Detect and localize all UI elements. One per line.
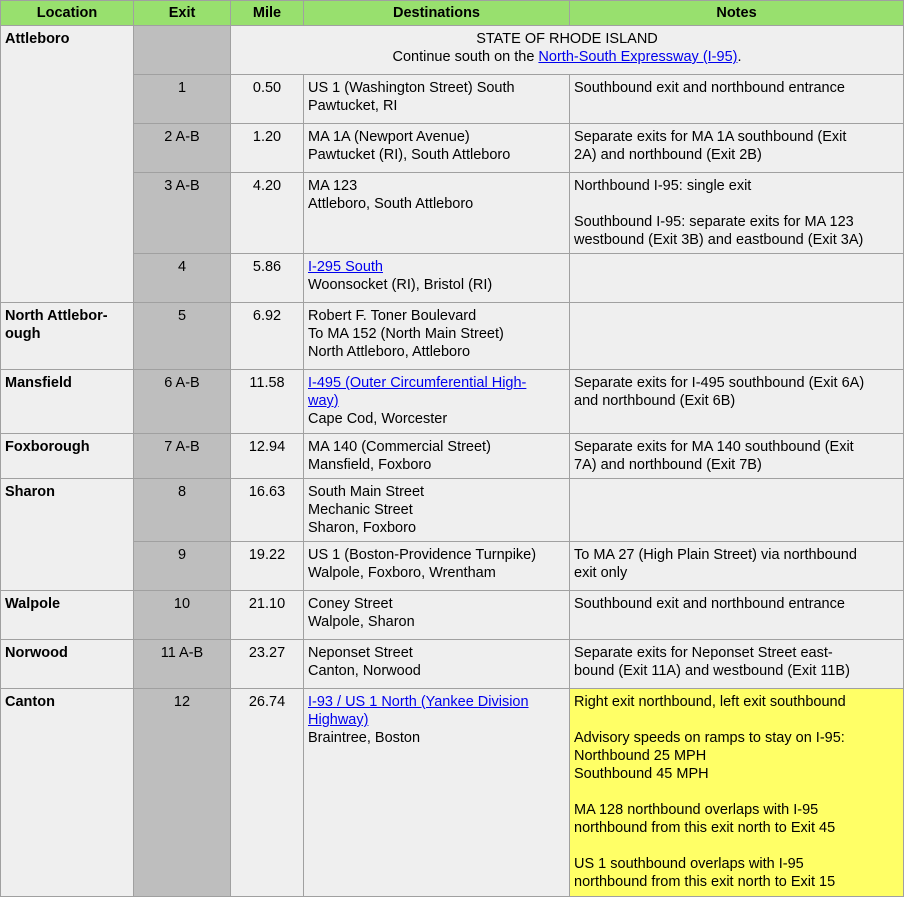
exit-number: 5 xyxy=(134,303,231,370)
note-spacer xyxy=(574,837,899,855)
exit-number: 11 A-B xyxy=(134,640,231,689)
mile-value: 6.92 xyxy=(231,303,304,370)
table-row xyxy=(1,26,904,75)
destinations-cell xyxy=(304,173,570,254)
destination-line: Canton, Norwood xyxy=(308,663,421,679)
table-row xyxy=(1,173,904,254)
note-line: Separate exits for MA 140 southbound (Exit xyxy=(574,439,854,455)
destination-line: US 1 (Boston-Providence Turnpike) xyxy=(308,547,537,563)
table-row xyxy=(1,479,904,542)
link-line: I-93 / US 1 North (Yankee Division xyxy=(308,694,529,710)
expressway-link[interactable]: North-South Expressway (I-95) xyxy=(538,49,738,65)
continue-suffix: . xyxy=(737,49,742,65)
note-line: Southbound 45 MPH xyxy=(574,766,709,782)
destination-line: MA 140 (Commercial Street) xyxy=(308,439,491,455)
table-row xyxy=(1,542,904,591)
destination-line: Attleboro, South Attleboro xyxy=(308,196,474,212)
location-line: ough xyxy=(5,326,41,342)
destinations-cell xyxy=(304,303,570,370)
exit-number: 2 A-B xyxy=(134,124,231,173)
table-row xyxy=(1,303,904,370)
location-cell: Attleboro xyxy=(1,26,134,303)
note-spacer xyxy=(574,783,899,801)
header-destinations: Destinations xyxy=(304,1,570,26)
mile-value: 11.58 xyxy=(231,370,304,434)
mile-value: 4.20 xyxy=(231,173,304,254)
mile-value: 5.86 xyxy=(231,254,304,303)
location-cell: Norwood xyxy=(1,640,134,689)
state-line-cell xyxy=(231,26,904,75)
destination-line: Walpole, Foxboro, Wrentham xyxy=(308,565,496,581)
note-line: westbound (Exit 3B) and eastbound (Exit 3A) xyxy=(574,232,864,248)
destination-line: Robert F. Toner Boulevard xyxy=(308,308,477,324)
destinations-cell xyxy=(304,370,570,434)
notes-cell xyxy=(570,370,904,434)
table-row xyxy=(1,75,904,124)
exit-cell xyxy=(134,26,231,75)
i295-link[interactable]: I-295 South xyxy=(308,259,383,275)
note-line: Separate exits for I-495 southbound (Exit 6A) xyxy=(574,375,865,391)
mile-value: 23.27 xyxy=(231,640,304,689)
continue-prefix: Continue south on the xyxy=(392,49,539,65)
note-line: Separate exits for Neponset Street east- xyxy=(574,645,833,661)
notes-cell xyxy=(570,124,904,173)
destination-line: Mansfield, Foxboro xyxy=(308,457,432,473)
location-cell: Foxborough xyxy=(1,434,134,479)
note-line: 7A) and northbound (Exit 7B) xyxy=(574,457,762,473)
note-line: To MA 27 (High Plain Street) via northbound xyxy=(574,547,857,563)
note-line: Southbound I-95: separate exits for MA 123 xyxy=(574,214,854,230)
destination-line: MA 123 xyxy=(308,178,358,194)
notes-cell xyxy=(570,303,904,370)
location-cell: Sharon xyxy=(1,479,134,591)
mile-value: 12.94 xyxy=(231,434,304,479)
table-row xyxy=(1,254,904,303)
destinations-cell xyxy=(304,640,570,689)
notes-cell xyxy=(570,591,904,640)
destinations-cell xyxy=(304,75,570,124)
location-cell: Mansfield xyxy=(1,370,134,434)
exit-number: 4 xyxy=(134,254,231,303)
i93-link[interactable] xyxy=(308,693,565,729)
note-line: MA 128 northbound overlaps with I-95 xyxy=(574,802,819,818)
notes-cell xyxy=(570,434,904,479)
destination-line: Pawtucket, RI xyxy=(308,98,398,114)
table-row xyxy=(1,370,904,434)
i495-link[interactable] xyxy=(308,374,565,410)
notes-cell xyxy=(570,479,904,542)
destination-line: US 1 (Washington Street) South xyxy=(308,80,515,96)
note-line: Northbound 25 MPH xyxy=(574,748,707,764)
destination-line: Coney Street xyxy=(308,596,393,612)
table-row xyxy=(1,640,904,689)
notes-cell xyxy=(570,75,904,124)
note-spacer xyxy=(574,195,899,213)
mile-value: 1.20 xyxy=(231,124,304,173)
link-line: I-495 (Outer Circumferential High- xyxy=(308,375,527,391)
note-line: and northbound (Exit 6B) xyxy=(574,393,736,409)
destinations-cell xyxy=(304,254,570,303)
destination-line: South Main Street xyxy=(308,484,425,500)
exit-number: 1 xyxy=(134,75,231,124)
destination-line: Sharon, Foxboro xyxy=(308,520,417,536)
note-line: Northbound I-95: single exit xyxy=(574,178,752,194)
header-notes: Notes xyxy=(570,1,904,26)
destinations-cell xyxy=(304,689,570,897)
table-row xyxy=(1,689,904,897)
table-row xyxy=(1,591,904,640)
note-line: US 1 southbound overlaps with I-95 xyxy=(574,856,804,872)
table-row xyxy=(1,124,904,173)
mile-value: 19.22 xyxy=(231,542,304,591)
location-line: North Attlebor- xyxy=(5,308,108,324)
header-location: Location xyxy=(1,1,134,26)
destination-line: Cape Cod, Worcester xyxy=(308,411,448,427)
mile-value: 16.63 xyxy=(231,479,304,542)
continue-line xyxy=(235,48,899,66)
destination-line: Woonsocket (RI), Bristol (RI) xyxy=(308,277,493,293)
destinations-cell xyxy=(304,124,570,173)
header-mile: Mile xyxy=(231,1,304,26)
exit-number: 7 A-B xyxy=(134,434,231,479)
destinations-cell xyxy=(304,479,570,542)
note-line: Separate exits for MA 1A southbound (Exit xyxy=(574,129,847,145)
exit-number: 9 xyxy=(134,542,231,591)
note-line: bound (Exit 11A) and westbound (Exit 11B) xyxy=(574,663,850,679)
notes-cell xyxy=(570,173,904,254)
note-line: Southbound exit and northbound entrance xyxy=(574,80,845,96)
state-name: STATE OF RHODE ISLAND xyxy=(476,31,658,47)
mile-value: 21.10 xyxy=(231,591,304,640)
header-exit: Exit xyxy=(134,1,231,26)
notes-cell xyxy=(570,542,904,591)
location-cell xyxy=(1,303,134,370)
exit-number: 3 A-B xyxy=(134,173,231,254)
destination-line: Pawtucket (RI), South Attleboro xyxy=(308,147,511,163)
link-line: Highway) xyxy=(308,712,369,728)
notes-cell-highlighted xyxy=(570,689,904,897)
header-row xyxy=(1,1,904,26)
destination-line: Mechanic Street xyxy=(308,502,413,518)
note-line: Southbound exit and northbound entrance xyxy=(574,596,845,612)
destinations-cell xyxy=(304,542,570,591)
link-line: way) xyxy=(308,393,339,409)
notes-cell xyxy=(570,640,904,689)
note-line: exit only xyxy=(574,565,628,581)
destination-line: MA 1A (Newport Avenue) xyxy=(308,129,470,145)
destination-line: North Attleboro, Attleboro xyxy=(308,344,471,360)
location-cell: Walpole xyxy=(1,591,134,640)
note-line: Advisory speeds on ramps to stay on I-95: xyxy=(574,730,845,746)
mile-value: 26.74 xyxy=(231,689,304,897)
destination-line: To MA 152 (North Main Street) xyxy=(308,326,504,342)
note-line: Right exit northbound, left exit southbound xyxy=(574,694,846,710)
destination-line: Walpole, Sharon xyxy=(308,614,415,630)
exit-number: 12 xyxy=(134,689,231,897)
note-line: northbound from this exit north to Exit 15 xyxy=(574,874,836,890)
mile-value: 0.50 xyxy=(231,75,304,124)
location-cell: Canton xyxy=(1,689,134,897)
note-line: northbound from this exit north to Exit 45 xyxy=(574,820,836,836)
destination-line: Braintree, Boston xyxy=(308,730,421,746)
destinations-cell xyxy=(304,591,570,640)
exit-number: 8 xyxy=(134,479,231,542)
destination-line: Neponset Street xyxy=(308,645,413,661)
exit-number: 10 xyxy=(134,591,231,640)
table-row xyxy=(1,434,904,479)
note-spacer xyxy=(574,711,899,729)
destinations-cell xyxy=(304,434,570,479)
exit-number: 6 A-B xyxy=(134,370,231,434)
notes-cell xyxy=(570,254,904,303)
note-line: 2A) and northbound (Exit 2B) xyxy=(574,147,762,163)
